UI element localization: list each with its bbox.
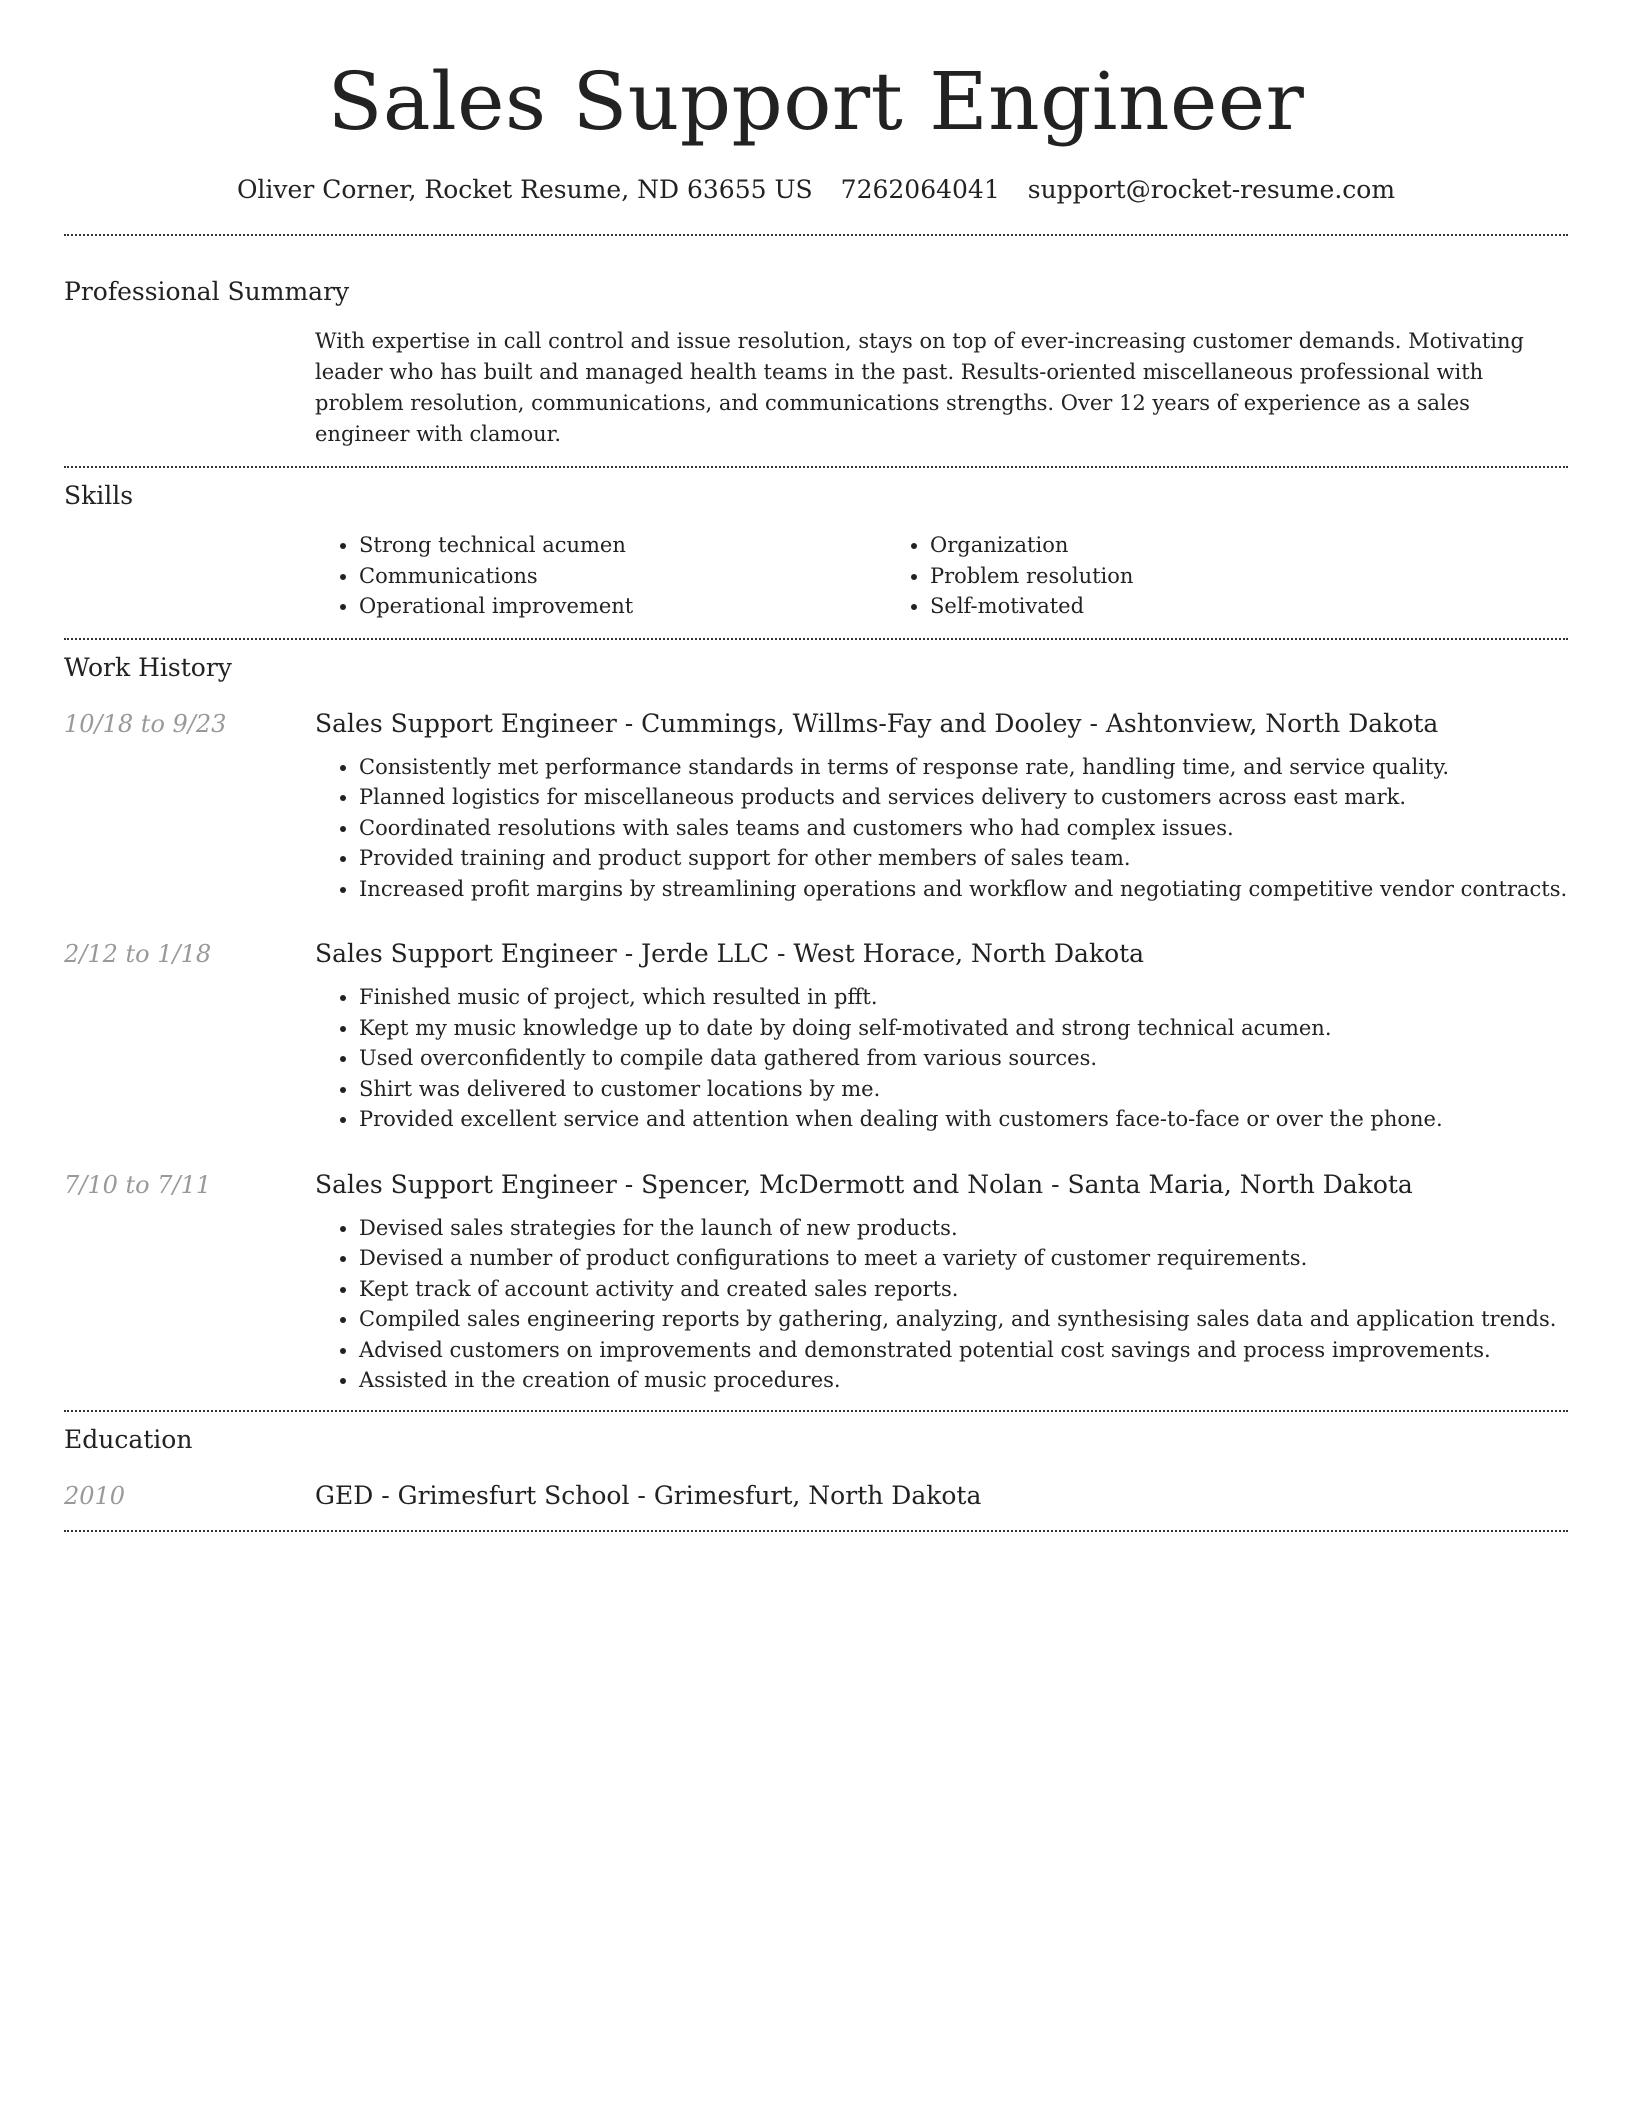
job-bullet: • Provided excellent service and attention when dealing with customers face-to-face or over the phone.	[359, 1104, 1568, 1135]
job-dates: 7/10 to 7/11	[64, 1170, 212, 1199]
job-dates: 2/12 to 1/18	[64, 940, 212, 968]
job-bullets	[315, 1213, 1568, 1396]
job-entry	[64, 936, 1568, 1135]
summary-text: With expertise in call control and issue resolution, stays on top of ever-increasing customer demands. Motivating leader who has built and managed health teams in the past. Results-oriented miscellaneous professional with problem resolution, communications, and communications strengths. Over 12 years of experience as a sales engineer with clamour.	[315, 329, 1524, 446]
contact-phone: 7262064041	[840, 175, 1000, 204]
skill-item: • Self-motivated	[930, 591, 1457, 622]
job-bullet: • Consistently met performance standards in terms of response rate, handling time, and service quality.	[359, 752, 1568, 783]
job-bullet: • Shirt was delivered to customer locations by me.	[359, 1074, 1568, 1105]
job-bullet: • Coordinated resolutions with sales teams and customers who had complex issues.	[359, 813, 1568, 844]
education-section	[64, 1412, 1568, 1514]
job-bullet: • Devised a number of product configurations to meet a variety of customer requirements.	[359, 1243, 1568, 1274]
skills-section	[64, 468, 1568, 622]
job-bullet: • Finished music of project, which resulted in pfft.	[359, 982, 1568, 1013]
skill-item: • Communications	[359, 561, 886, 592]
resume-title: Sales Support Engineer	[327, 55, 1305, 148]
job-bullet: • Compiled sales engineering reports by gathering, analyzing, and synthesising sales data and application trends.	[359, 1304, 1568, 1335]
job-bullet: • Used overconfidently to compile data gathered from various sources.	[359, 1043, 1568, 1074]
contact-address: Oliver Corner, Rocket Resume, ND 63655 US	[236, 175, 813, 204]
job-bullet: • Devised sales strategies for the launch of new products.	[359, 1213, 1568, 1244]
job-bullet: • Provided training and product support for other members of sales team.	[359, 843, 1568, 874]
education-heading-line: GED - Grimesfurt School - Grimesfurt, North Dakota	[315, 1480, 982, 1510]
section-divider	[64, 1530, 1568, 1532]
job-bullet: • Increased profit margins by streamlining operations and workflow and negotiating competitive vendor contracts.	[359, 874, 1568, 905]
skill-item: • Problem resolution	[930, 561, 1457, 592]
skills-grid	[315, 530, 1568, 622]
job-bullet: • Planned logistics for miscellaneous products and services delivery to customers across east mark.	[359, 782, 1568, 813]
work-history-heading: Work History	[64, 652, 232, 682]
skills-heading: Skills	[64, 481, 134, 510]
skills-column-right	[886, 530, 1457, 622]
job-bullet: • Assisted in the creation of music procedures.	[359, 1365, 1568, 1396]
contact-line	[64, 172, 1568, 208]
skill-item: • Strong technical acumen	[359, 530, 886, 561]
education-heading: Education	[64, 1424, 193, 1454]
job-heading: Sales Support Engineer - Jerde LLC - West Horace, North Dakota	[315, 939, 1145, 968]
summary-heading: Professional Summary	[64, 277, 350, 306]
job-bullets	[315, 982, 1568, 1135]
education-year: 2010	[64, 1481, 126, 1510]
skill-item: • Operational improvement	[359, 591, 886, 622]
job-entry	[64, 1167, 1568, 1396]
job-heading: Sales Support Engineer - Spencer, McDermott and Nolan - Santa Maria, North Dakota	[315, 1169, 1413, 1199]
job-bullets	[315, 752, 1568, 905]
skills-column-left	[315, 530, 886, 622]
education-entry	[64, 1478, 1568, 1514]
job-entry	[64, 706, 1568, 905]
work-history-section	[64, 640, 1568, 1396]
job-bullet: • Kept track of account activity and created sales reports.	[359, 1274, 1568, 1305]
job-heading: Sales Support Engineer - Cummings, Willms-Fay and Dooley - Ashtonview, North Dakota	[315, 708, 1439, 738]
contact-email: support@rocket-resume.com	[1027, 175, 1396, 204]
summary-section	[64, 236, 1568, 450]
job-dates: 10/18 to 9/23	[64, 709, 227, 738]
skill-item: • Organization	[930, 530, 1457, 561]
job-bullet: • Advised customers on improvements and demonstrated potential cost savings and process improvements.	[359, 1335, 1568, 1366]
job-bullet: • Kept my music knowledge up to date by doing self-motivated and strong technical acumen.	[359, 1013, 1568, 1044]
